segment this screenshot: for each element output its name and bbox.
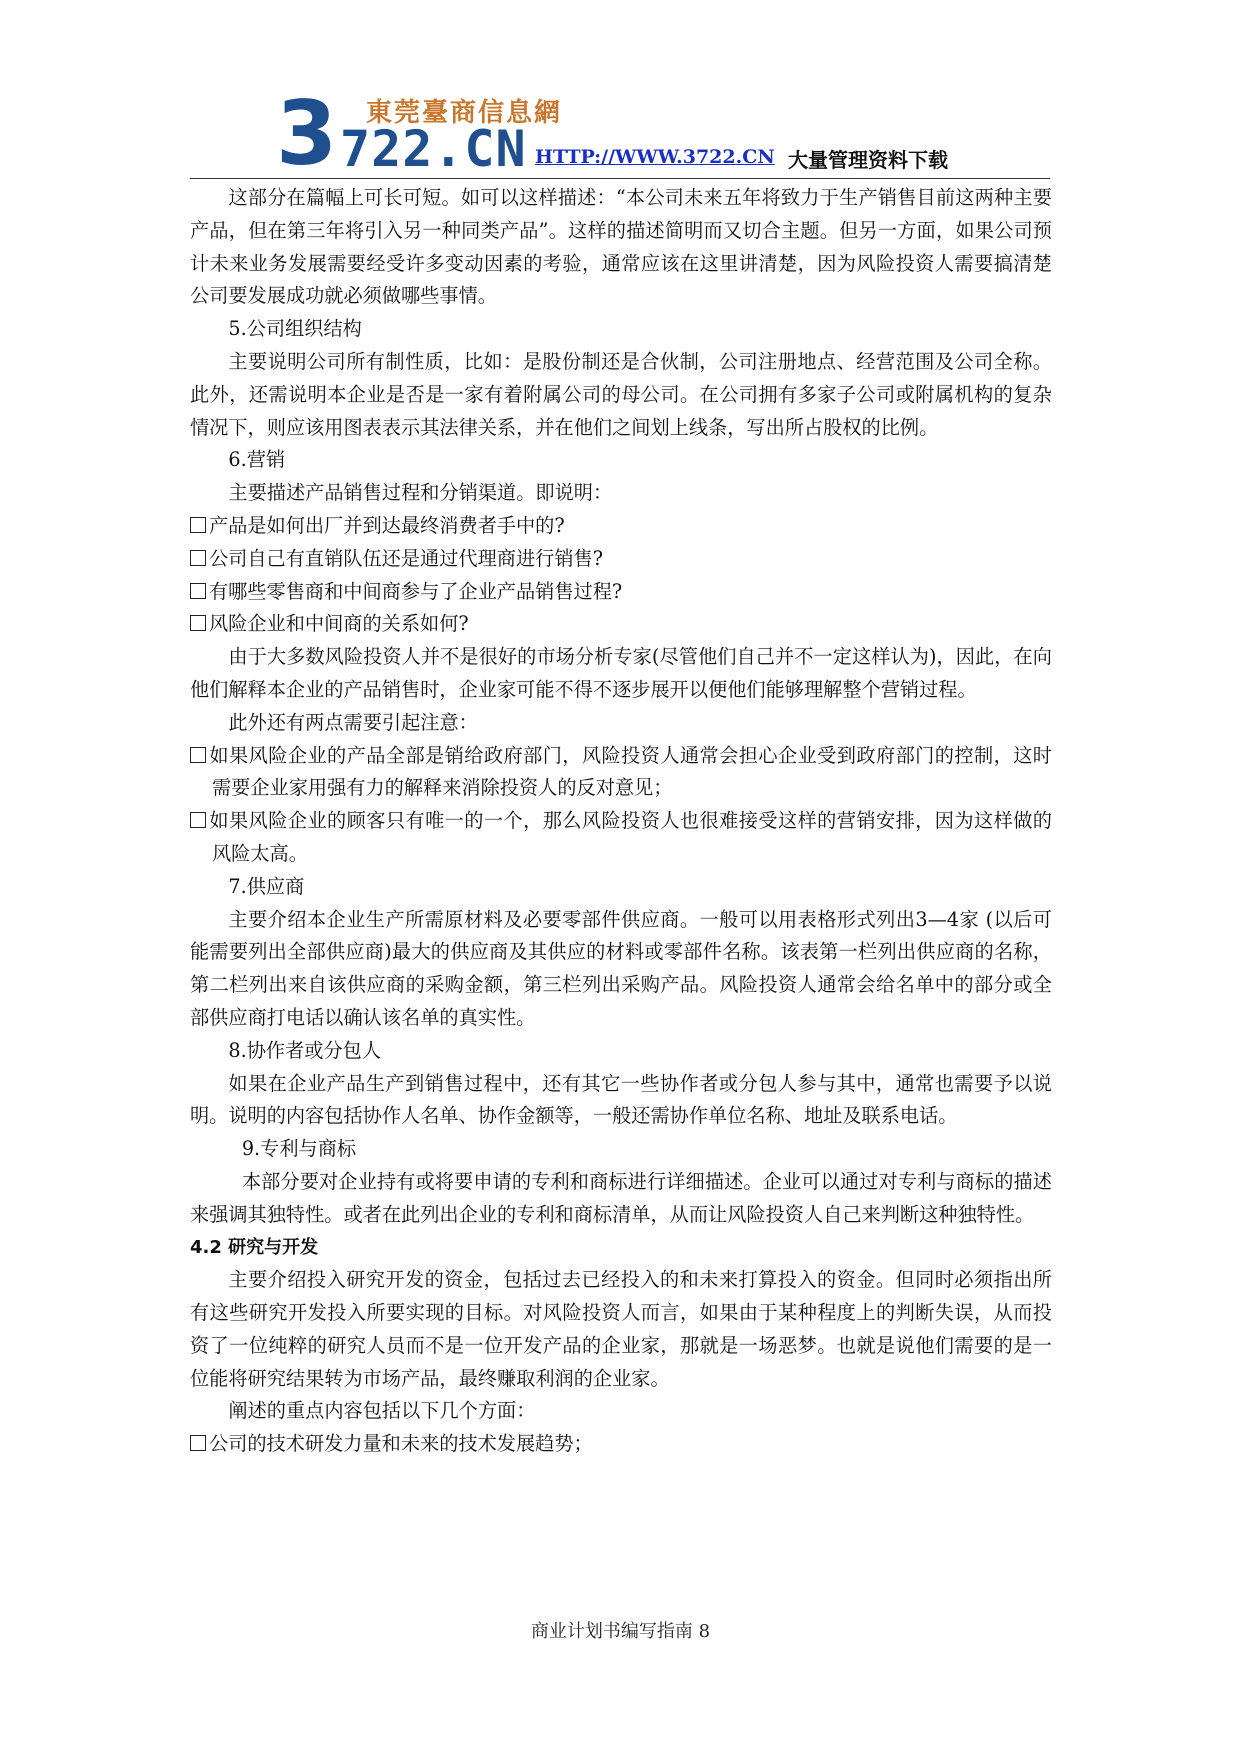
- section-heading: 7.供应商: [228, 874, 305, 898]
- paragraph: 主要说明公司所有制性质，比如：是股份制还是合伙制，公司注册地点、经营范围及公司全称。此外，还需说明本企业是否是一家有着附属公司的母公司。在公司拥有多家子公司或附属机构的复杂情况下，则应该用图表表示其法律关系，并在他们之间划上线条，写出所占股权的比例。: [190, 349, 1052, 439]
- paragraph: 这部分在篇幅上可长可短。如可以这样描述：“本公司未来五年将致力于生产销售目前这两种主要产品，但在第三年将引入另一种同类产品”。这样的描述简明而又切合主题。但另一方面，如果公司预计未来业务发展需要经受许多变动因素的考验，通常应该在这里讲清楚，因为风险投资人需要搞清楚公司要发展成功就必须做哪些事情。: [190, 186, 1052, 308]
- list-item: 有哪些零售商和中间商参与了企业产品销售过程?: [190, 576, 1052, 609]
- logo-chinese-text: 東莞臺商信息網: [366, 98, 563, 128]
- list-item: 如果风险企业的顾客只有唯一的一个，那么风险投资人也很难接受这样的营销安排，因为这样做的风险太高。: [190, 805, 1052, 871]
- checkbox-square-icon: [190, 1435, 206, 1451]
- checkbox-square-icon: [190, 747, 206, 763]
- page-footer: 商业计划书编写指南 8: [530, 1621, 711, 1642]
- page-header: [190, 82, 1050, 185]
- section-heading: 8.协作者或分包人: [228, 1038, 382, 1062]
- list-item: 公司自己有直销队伍还是通过代理商进行销售?: [190, 543, 1052, 576]
- checkbox-square-icon: [190, 583, 206, 599]
- header-divider: [190, 178, 1050, 179]
- section-heading: 5.公司组织结构: [228, 317, 362, 341]
- paragraph: 由于大多数风险投资人并不是很好的市场分析专家(尽管他们自己并不一定这样认为)，因此，在向他们解释本企业的产品销售时，企业家可能不得不逐步展开以便他们能够理解整个营销过程。: [190, 645, 1052, 701]
- paragraph: 主要描述产品销售过程和分销渠道。即说明：: [228, 481, 613, 505]
- logo-domain: 722.CN: [340, 120, 527, 178]
- section-heading-bold: 4.2 研究与开发: [190, 1236, 319, 1258]
- section-heading: 9.专利与商标: [241, 1137, 357, 1161]
- site-link[interactable]: HTTP://WWW.3722.CN: [535, 146, 775, 168]
- list-item: 公司的技术研发力量和未来的技术发展趋势；: [190, 1428, 1052, 1461]
- paragraph: 主要介绍投入研究开发的资金，包括过去已经投入的和未来打算投入的资金。但同时必须指出所有这些研究开发投入所要实现的目标。对风险投资人而言，如果由于某种程度上的判断失误，从而投资了一位纯粹的研究人员而不是一位开发产品的企业家，那就是一场恶梦。也就是说他们需要的是一位能将研究结果转为市场产品，最终赚取利润的企业家。: [190, 1268, 1052, 1390]
- checkbox-square-icon: [190, 812, 206, 828]
- paragraph: 此外还有两点需要引起注意：: [228, 710, 478, 734]
- checkbox-square-icon: [190, 517, 206, 533]
- list-item: 如果风险企业的产品全部是销给政府部门，风险投资人通常会担心企业受到政府部门的控制，这时需要企业家用强有力的解释来消除投资人的反对意见；: [190, 740, 1052, 806]
- paragraph: 如果在企业产品生产到销售过程中，还有其它一些协作者或分包人参与其中，通常也需要予以说明。说明的内容包括协作人名单、协作金额等，一般还需协作单位名称、地址及联系电话。: [190, 1071, 1052, 1128]
- document-body: [190, 182, 1052, 1461]
- header-tagline: 大量管理资料下载: [788, 148, 948, 172]
- paragraph: 本部分要对企业持有或将要申请的专利和商标进行详细描述。企业可以通过对专利与商标的描述来强调其独特性。或者在此列出企业的专利和商标清单，从而让风险投资人自己来判断这种独特性。: [190, 1169, 1052, 1226]
- section-heading: 6.营销: [228, 448, 286, 472]
- paragraph: 阐述的重点内容包括以下几个方面：: [228, 1399, 536, 1423]
- list-item: 风险企业和中间商的关系如何?: [190, 608, 1052, 641]
- paragraph: 主要介绍本企业生产所需原材料及必要零部件供应商。一般可以用表格形式列出3—4家 (以后可能需要列出全部供应商)最大的供应商及其供应的材料或零部件名称。该表第一栏列出供应商的名称，第二栏列出来自该供应商的采购金额，第三栏列出采购产品。风险投资人通常会给名单中的部分或全部供应商打电话以确认该名单的真实性。: [190, 907, 1052, 1029]
- checkbox-square-icon: [190, 615, 206, 631]
- checkbox-square-icon: [190, 550, 206, 566]
- list-item: 产品是如何出厂并到达最终消费者手中的?: [190, 510, 1052, 543]
- logo-number: 3: [276, 82, 336, 185]
